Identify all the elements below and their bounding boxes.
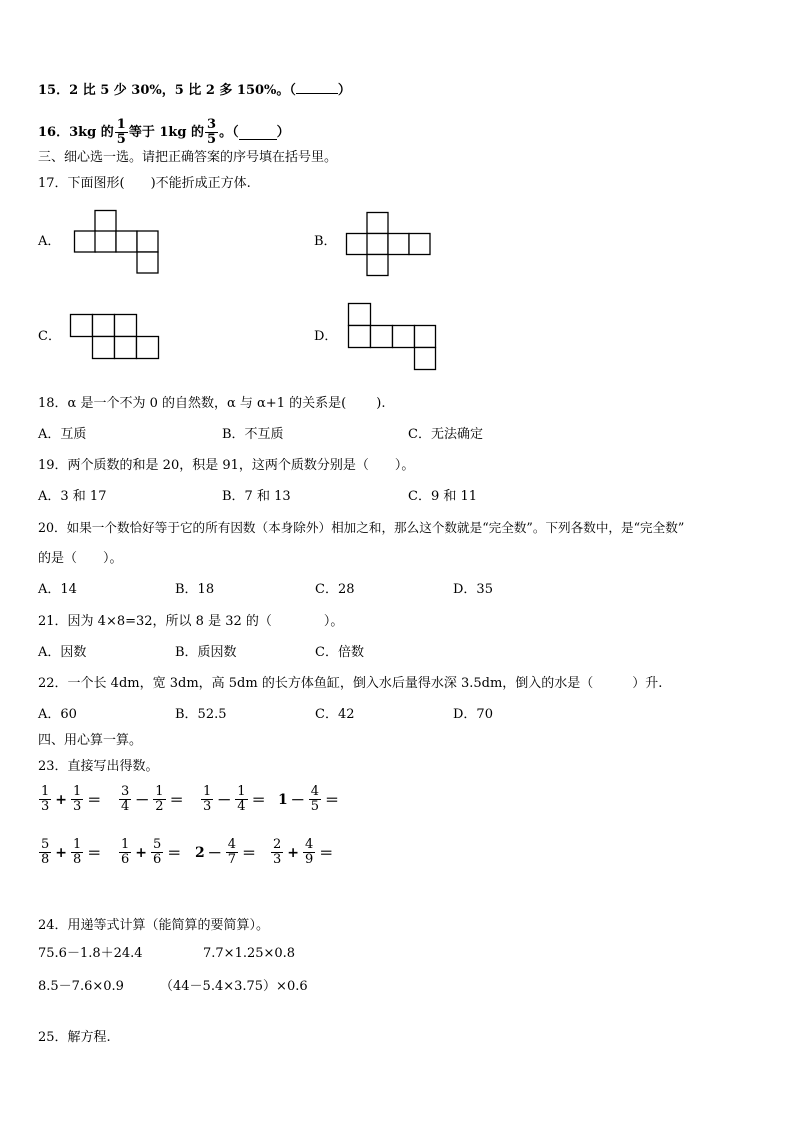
operator: + (55, 791, 68, 808)
operator: － (290, 792, 305, 809)
fraction: $\frac{1}{3}$ (203, 784, 212, 814)
mental-calc-item (38, 838, 101, 867)
equals-sign: ＝ (251, 792, 266, 809)
q24-expr-2: 7.7×1.25×0.8 (203, 946, 296, 961)
section-4-heading: 四、用心算一算。 (38, 733, 143, 748)
mental-calc-item (118, 838, 181, 867)
q24-expr-1: 75.6－1.8＋24.4 (38, 946, 143, 961)
q16: 16．3kg 的 $\frac{1}{5}$ 等于 1kg 的 $\frac{3}{5}$ 。（ ） (38, 117, 290, 147)
fraction: $\frac{3}{5}$ (207, 117, 217, 147)
mental-calc-item (38, 785, 101, 814)
answer-blank[interactable] (296, 93, 338, 94)
equals-sign: ＝ (169, 792, 184, 809)
q18-stem: 18．α 是一个不为 0 的自然数，α 与 α+1 的关系是( ). (38, 396, 386, 411)
option-d-label[interactable]: D． (314, 329, 338, 344)
operator: － (217, 792, 232, 809)
q20-stem-line1: 20．如果一个数恰好等于它的所有因数（本身除外）相加之和，那么这个数就是“完全数”。下列各数中，是“完全数” (38, 520, 685, 535)
fraction: $\frac{5}{8}$ (41, 837, 50, 867)
q20-option-d[interactable]: D．35 (453, 582, 493, 597)
fraction: $\frac{1}{8}$ (73, 837, 82, 867)
option-b-label[interactable]: B． (314, 234, 337, 249)
whole-number: 1 (278, 791, 288, 808)
q18-option-a[interactable]: A．互质 (38, 427, 87, 442)
equals-sign: ＝ (167, 845, 182, 862)
q22-option-d[interactable]: D．70 (453, 707, 493, 722)
mental-calc-item (195, 838, 256, 867)
equals-sign: ＝ (242, 845, 257, 862)
equals-sign: ＝ (325, 792, 340, 809)
fraction: $\frac{1}{4}$ (237, 784, 246, 814)
cube-net-b (346, 212, 432, 278)
fraction: $\frac{3}{4}$ (121, 784, 130, 814)
q22-option-c[interactable]: C．42 (315, 707, 355, 722)
cube-net-c (70, 314, 162, 360)
operator: － (135, 792, 150, 809)
q24-title: 24．用递等式计算（能简算的要简算）。 (38, 918, 270, 933)
fraction: $\frac{1}{6}$ (121, 837, 130, 867)
option-a-label[interactable]: A． (38, 234, 61, 249)
q20-stem-line2: 的是（ ）。 (38, 551, 123, 566)
q19-option-a[interactable]: A．3 和 17 (38, 489, 107, 504)
q20-option-b[interactable]: B．18 (175, 582, 215, 597)
q19-stem: 19．两个质数的和是 20，积是 91，这两个质数分别是（ ）。 (38, 458, 415, 473)
q17-stem: 17．下面图形( )不能折成正方体. (38, 176, 251, 191)
q22-stem: 22．一个长 4dm，宽 3dm，高 5dm 的长方体鱼缸，倒入水后量得水深 3.5dm，倒入的水是（ ）升. (38, 676, 663, 691)
equals-sign: ＝ (87, 792, 102, 809)
section-3-heading: 三、细心选一选。请把正确答案的序号填在括号里。 (38, 150, 338, 165)
q19-option-c[interactable]: C．9 和 11 (408, 489, 478, 504)
equals-sign: ＝ (319, 845, 334, 862)
q20-option-a[interactable]: A．14 (38, 582, 77, 597)
q21-option-a[interactable]: A．因数 (38, 645, 87, 660)
cube-net-d (348, 303, 438, 371)
q18-option-b[interactable]: B．不互质 (222, 427, 284, 442)
fraction: $\frac{4}{7}$ (227, 837, 237, 867)
q21-option-b[interactable]: B．质因数 (175, 645, 237, 660)
q21-stem: 21．因为 4×8=32，所以 8 是 32 的（ ）。 (38, 614, 344, 629)
q25-title: 25．解方程. (38, 1030, 111, 1045)
q21-option-c[interactable]: C．倍数 (315, 645, 364, 660)
operator: － (207, 845, 222, 862)
answer-blank[interactable] (239, 126, 277, 140)
fraction: $\frac{4}{9}$ (305, 837, 314, 867)
cube-net-a (74, 210, 160, 274)
fraction: $\frac{5}{6}$ (153, 837, 162, 867)
whole-number: 2 (195, 844, 205, 861)
q24-expr-3: 8.5－7.6×0.9 (38, 979, 124, 994)
fraction: $\frac{1}{3}$ (73, 784, 82, 814)
mental-calc-item (278, 785, 339, 814)
operator: + (55, 844, 68, 861)
mental-calc-item (118, 785, 184, 814)
operator: + (135, 844, 148, 861)
q22-option-b[interactable]: B．52.5 (175, 707, 227, 722)
equals-sign: ＝ (87, 845, 102, 862)
q15: 15．2 比 5 少 30%，5 比 2 多 150%。（ ） (38, 83, 351, 98)
option-c-label[interactable]: C． (38, 329, 61, 344)
fraction: $\frac{1}{2}$ (155, 784, 164, 814)
fraction: $\frac{4}{5}$ (310, 784, 320, 814)
q24-expr-4: （44－5.4×3.75）×0.6 (160, 979, 308, 994)
mental-calc-item (270, 838, 333, 867)
operator: + (287, 844, 300, 861)
q23-title: 23．直接写出得数。 (38, 759, 159, 774)
q19-option-b[interactable]: B．7 和 13 (222, 489, 291, 504)
q22-option-a[interactable]: A．60 (38, 707, 77, 722)
fraction: $\frac{2}{3}$ (273, 837, 282, 867)
q20-option-c[interactable]: C．28 (315, 582, 355, 597)
fraction: $\frac{1}{5}$ (116, 117, 126, 147)
q18-option-c[interactable]: C．无法确定 (408, 427, 483, 442)
fraction: $\frac{1}{3}$ (41, 784, 50, 814)
mental-calc-item (200, 785, 266, 814)
